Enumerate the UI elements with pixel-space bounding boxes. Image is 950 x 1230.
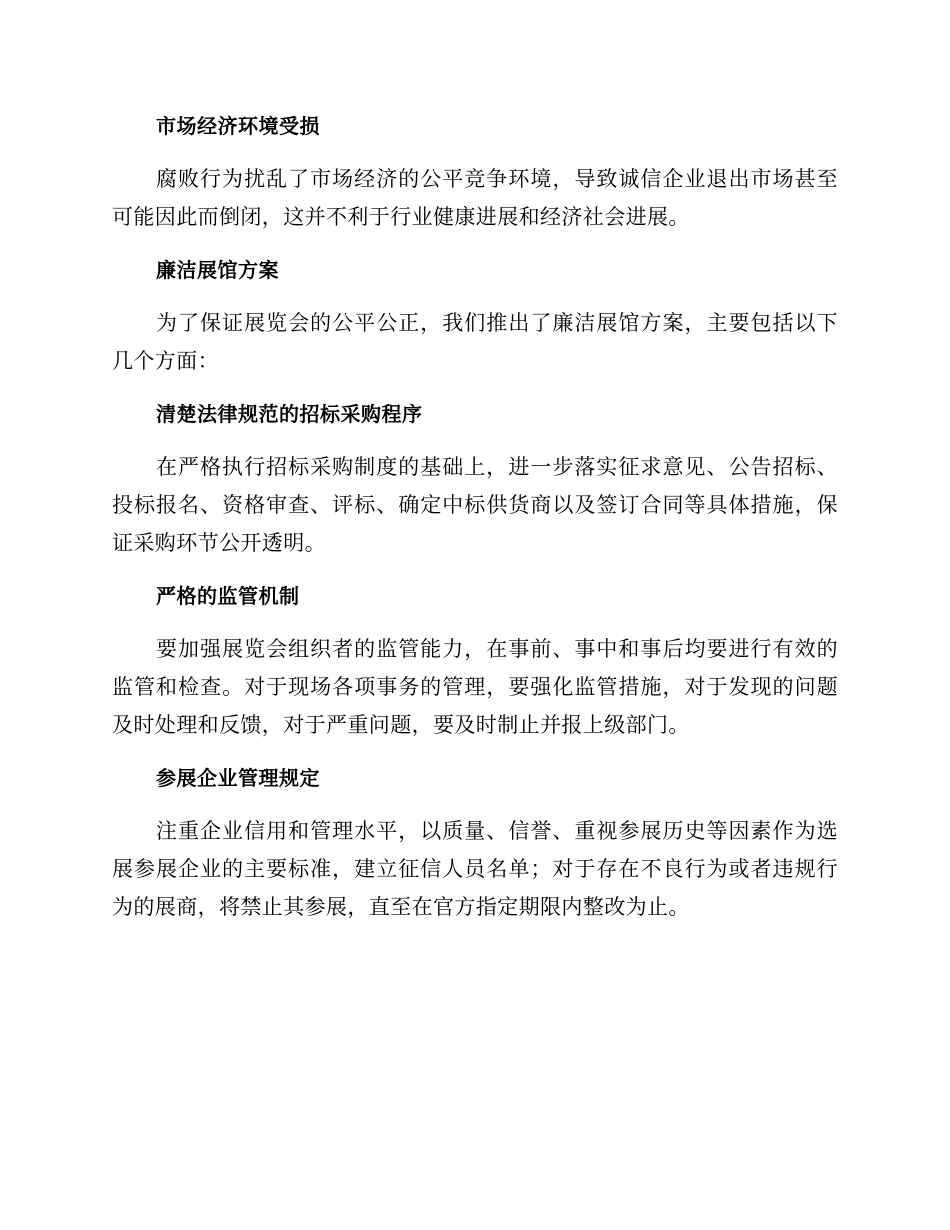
section-heading-market-environment: 市场经济环境受损 — [156, 114, 320, 138]
section-body-market-environment: 腐败行为扰乱了市场经济的公平竞争环境，导致诚信企业退出市场甚至可能因此而倒闭，这并不利于行业健康进展和经济社会进展。 — [112, 167, 838, 229]
section-body-bidding-procedure: 在严格执行招标采购制度的基础上，进一步落实征求意见、公告招标、投标报名、资格审查、评标、确定中标供货商以及签订合同等具体措施，保证采购环节公开透明。 — [112, 455, 838, 555]
section-heading-bidding-procedure: 清楚法律规范的招标采购程序 — [156, 402, 423, 426]
section-heading-clean-pavilion-plan: 廉洁展馆方案 — [156, 258, 279, 282]
section-body-exhibitor-rules: 注重企业信用和管理水平，以质量、信誉、重视参展历史等因素作为选展参展企业的主要标准，建立征信人员名单；对于存在不良行为或者违规行为的展商，将禁止其参展，直至在官方指定期限内整改为止。 — [112, 819, 838, 919]
section-body-supervision-mechanism: 要加强展览会组织者的监管能力，在事前、事中和事后均要进行有效的监管和检查。对于现场各项事务的管理，要强化监管措施，对于发现的问题及时处理和反馈，对于严重问题，要及时制止并报上级部门。 — [112, 637, 838, 737]
document-page — [112, 110, 838, 944]
section-heading-exhibitor-rules: 参展企业管理规定 — [156, 766, 320, 790]
section-body-clean-pavilion-plan: 为了保证展览会的公平公正，我们推出了廉洁展馆方案，主要包括以下几个方面： — [112, 311, 838, 373]
section-heading-supervision-mechanism: 严格的监管机制 — [156, 584, 300, 608]
